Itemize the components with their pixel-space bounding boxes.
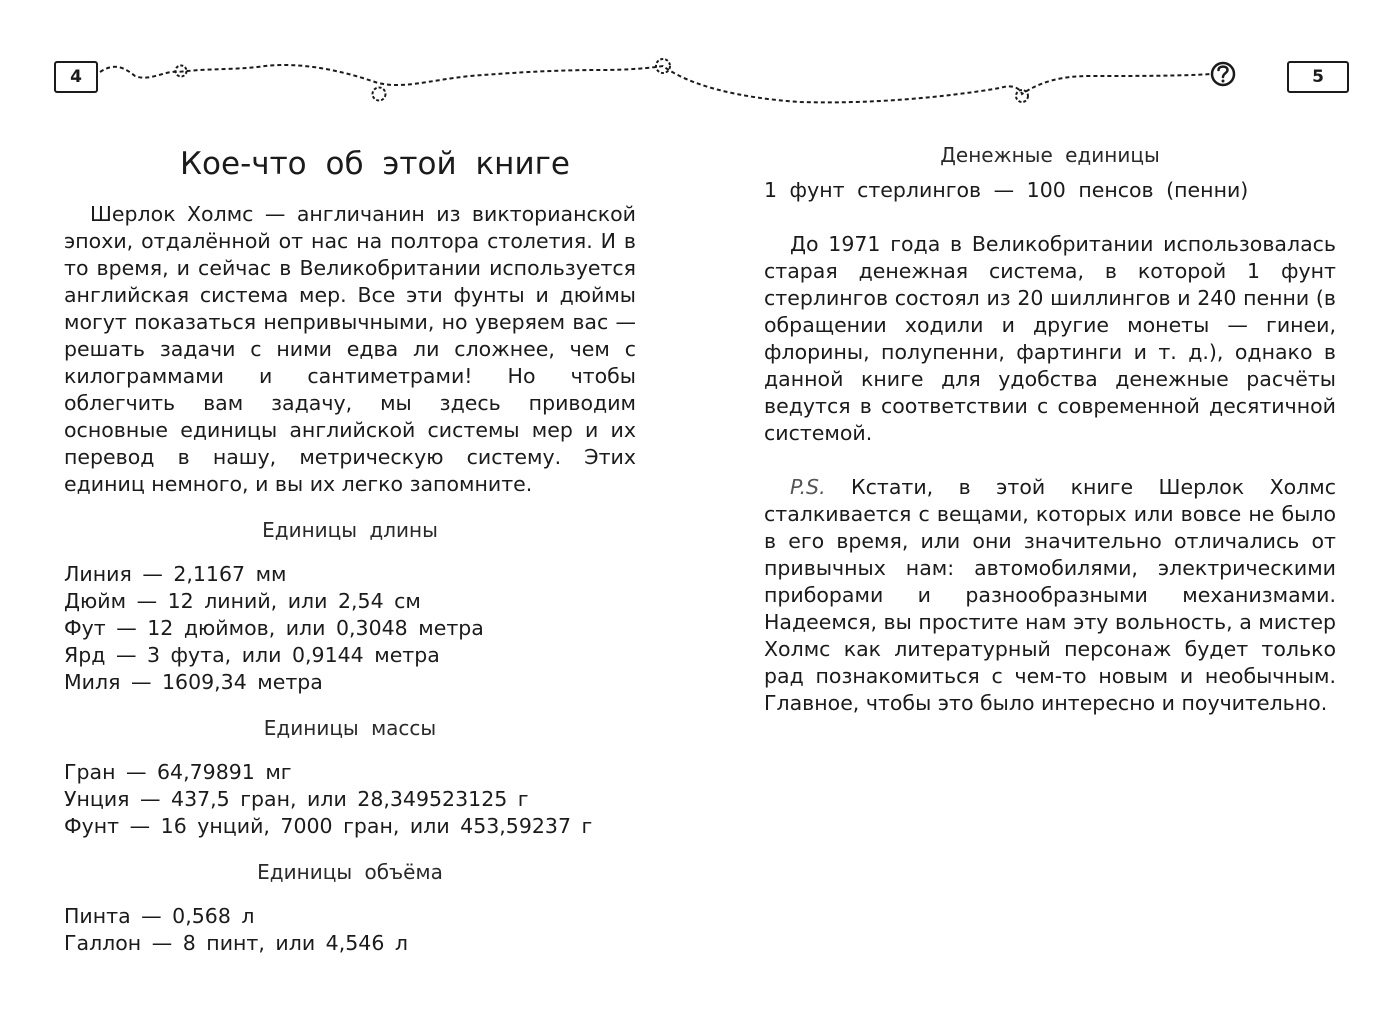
- page-number-right: 5: [1287, 61, 1349, 93]
- money-paragraph: До 1971 года в Великобритании использовалась старая денежная система, в которой 1 фунт стерлингов состоял из 20 шиллингов и 240 пенни (в обращении ходили и другие монеты — гинеи, флорины, полупенни, фартинги и т. д.), однако в данной книге для удобства денежные расчёты ведутся в соответствии с современной десятичной системой.: [764, 232, 1336, 445]
- list-item: Унция — 437,5 гран, или 28,349523125 г: [64, 787, 529, 811]
- money-units-heading: Денежные единицы: [940, 143, 1160, 167]
- ps-paragraph: [764, 474, 1336, 717]
- length-units-list: [64, 561, 636, 696]
- list-item: Гран — 64,79891 мг: [64, 760, 292, 784]
- ps-text: Кстати, в этой книге Шерлок Холмс сталкивается с вещами, которых или вовсе не было в его время, или они значительно отличались от привычных нам: автомобилями, электрическими приборами и разнообразными механизмами. Надеемся, вы простите нам эту вольность, а мистер Холмс как литературный персонаж будет только рад познакомиться с чем-то новым и необычным. Главное, чтобы это было интересно и поучительно.: [764, 475, 1336, 715]
- volume-units-list: [64, 903, 636, 957]
- list-item: Фунт — 16 унций, 7000 гран, или 453,59237 г: [64, 814, 593, 838]
- volume-units-heading: Единицы объёма: [257, 860, 443, 884]
- ps-label: P.S.: [790, 475, 826, 499]
- list-item: Дюйм — 12 линий, или 2,54 см: [64, 589, 421, 613]
- mass-units-heading: Единицы массы: [263, 716, 437, 740]
- intro-paragraph: Шерлок Холмс — англичанин из викторианской эпохи, отдалённой от нас на полтора столетия. И в то время, и сейчас в Великобритании используется английская система мер. Все эти фунты и дюймы могут показаться непривычными, но уверяем вас — решать задачи с ними едва ли сложнее, чем с килограммами и сантиметрами! Но чтобы облегчить вам задачу, мы здесь приводим основные единицы английской системы мер и их перевод в нашу, метрическую систему. Этих единиц немного, и вы их легко запомните.: [64, 202, 636, 496]
- mass-units-list: [64, 759, 636, 840]
- list-item: Миля — 1609,34 метра: [64, 670, 323, 694]
- right-page: [764, 140, 1336, 717]
- list-item: Фут — 12 дюймов, или 0,3048 метра: [64, 616, 484, 640]
- loop-2: [373, 88, 386, 101]
- question-mark-icon: [1212, 63, 1234, 85]
- list-item: Галлон — 8 пинт, или 4,546 л: [64, 931, 408, 955]
- list-item: Ярд — 3 фута, или 0,9144 метра: [64, 643, 440, 667]
- page-number-left: 4: [54, 61, 98, 93]
- page-title: Кое-что об этой книге: [180, 146, 570, 182]
- list-item: Пинта — 0,568 л: [64, 904, 255, 928]
- list-item: Линия — 2,1167 мм: [64, 562, 287, 586]
- dashed-wavy-line: [100, 65, 1212, 102]
- header-decoration: [0, 0, 1400, 120]
- money-units-line: 1 фунт стерлингов — 100 пенсов (пенни): [764, 178, 1249, 202]
- left-page: [64, 140, 636, 957]
- length-units-heading: Единицы длины: [262, 518, 438, 542]
